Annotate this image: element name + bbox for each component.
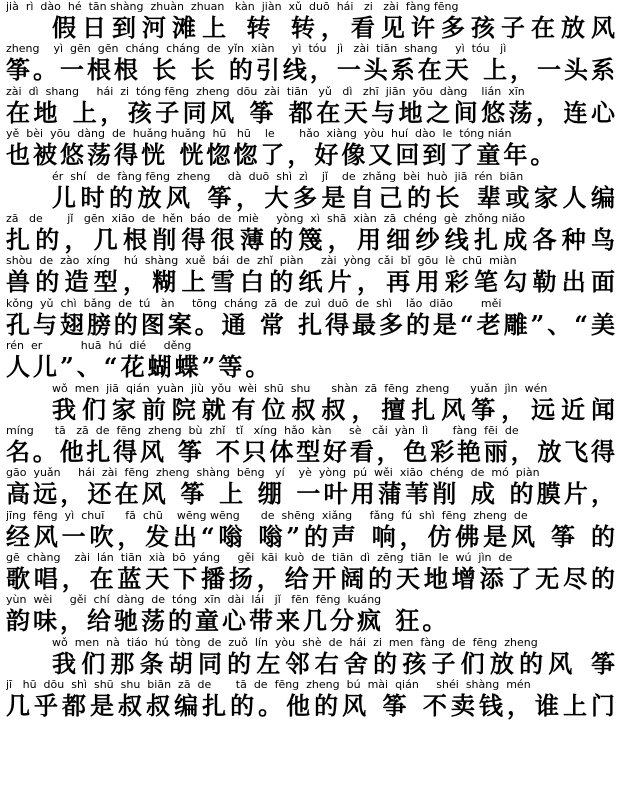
pinyin-line: zài dì shang hái zi tóng fēng zheng dōu zài tiān yǔ dì zhī jiān yōu dàng lián xīn	[6, 84, 525, 98]
pinyin-line: jià rì dào hé tān shàng zhuàn zhuan kàn jiàn xǔ duō hái zi zài fàng fēng	[6, 0, 459, 13]
text-line-1	[6, 0, 615, 42]
text-line-15	[6, 593, 615, 635]
text-line-14	[6, 551, 615, 593]
hanzi-line: 几乎都是叔叔编扎的。他的风 筝 不卖钱，谁上门	[6, 691, 615, 721]
text-line-6	[6, 212, 615, 254]
pinyin-line: zā de jǐ gēn xiāo de hěn báo de miè yòng xì shā xiàn zā chéng gè zhǒng niǎo	[6, 211, 526, 225]
text-line-16	[6, 636, 615, 678]
hanzi-line: 假日到河滩上 转 转，看见许多孩子在放风	[52, 13, 615, 42]
hanzi-line: 人儿”、“花蝴蝶”等。	[6, 352, 273, 382]
text-line-17	[6, 678, 615, 720]
hanzi-line: 韵味，给驰荡的童心带来几分疯 狂。	[6, 606, 450, 636]
pinyin-line: ér shí de fàng fēng zheng dà duō shì zì jǐ de zhǎng bèi huò jiā rén biān	[52, 169, 524, 183]
text-line-13	[6, 509, 615, 551]
hanzi-line: 名。他扎得风 筝 不只体型好看，色彩艳丽，放飞得	[6, 436, 615, 466]
pinyin-line: shòu de zào xíng hú shàng xuě bái de zhǐ piàn zài yòng cǎi bǐ gōu lè chū miàn	[6, 254, 517, 268]
pinyin-line: rén er huā hú dié děng	[6, 339, 192, 353]
text-line-11	[6, 424, 615, 466]
pinyin-line: zheng yì gēn gēn cháng cháng de yǐn xiàn yì tóu jì zài tiān shang yì tóu jì	[6, 42, 507, 56]
text-line-12	[6, 466, 615, 508]
hanzi-line: 我们那条胡同的左邻右舍的孩子们放的风 筝	[52, 648, 615, 678]
hanzi-line: 儿时的放风 筝，大多是自己的长 辈或家人编	[52, 182, 615, 212]
hanzi-line: 兽的造型，糊上雪白的纸片，再用彩笔勾勒出面	[6, 267, 615, 297]
pinyin-line: wǒ men nà tiáo hú tòng de zuǒ lín yòu shè de hái zi men fàng de fēng zheng	[52, 635, 538, 649]
pinyin-line: yùn wèi gěi chí dàng de tóng xīn dài lái jǐ fēn fēng kuáng	[6, 593, 382, 607]
pinyin-line: yě bèi yōu dàng de huǎng huǎng hū hū le hǎo xiàng yòu huí dào le tóng nián	[6, 127, 512, 141]
hanzi-line: 在地 上，孩子同风 筝 都在天与地之间悠荡，连心	[6, 97, 615, 127]
hanzi-line: 扎的，几根削得很薄的篾，用细纱线扎成各种鸟	[6, 224, 615, 254]
pinyin-line: gāo yuǎn hái zài fēng zheng shàng bēng yí yè yòng pú wěi xiāo chéng de mó piàn	[6, 466, 540, 480]
hanzi-line: 筝。一根根 长 长 的引线，一头系在天 上，一头系	[6, 55, 615, 85]
text-line-9	[6, 339, 615, 381]
pinyin-line: gē chàng zài lán tiān xià bō yáng gěi kāi kuò de tiān dì zēng tiān le wú jìn de	[6, 551, 513, 565]
text-line-3	[6, 85, 615, 127]
text-line-7	[6, 254, 615, 296]
text-line-2	[6, 42, 615, 84]
hanzi-line: 高远，还在风 筝 上 绷 一叶用蒲苇削 成 的膜片，	[6, 479, 615, 509]
pinyin-line: wǒ men jiā qián yuàn jiù yǒu wèi shū shu shàn zā fēng zheng yuǎn jìn wén	[52, 381, 548, 395]
pinyin-line: jīng fēng yì chuī fā chū wēng wēng de shēng xiǎng fǎng fú shì fēng zheng de	[6, 508, 528, 522]
hanzi-line: 歌唱，在蓝天下播扬，给开阔的天地增添了无尽的	[6, 564, 615, 594]
pinyin-line: jī hū dōu shì shū shu biān zā de tā de fēng zheng bú mài qián shéi shàng mén	[6, 678, 531, 692]
hanzi-line: 孔与翅膀的图案。通 常 扎得最多的是“老雕”、“美	[6, 309, 615, 339]
hanzi-line: 我们家前院就有位叔叔，擅扎风筝，远近闻	[52, 394, 615, 424]
text-line-5	[6, 170, 615, 212]
text-line-8	[6, 297, 615, 339]
pinyin-line: míng tā zā de fēng zheng bù zhǐ tǐ xíng hǎo kàn sè cǎi yàn lì fàng fēi de	[6, 423, 519, 437]
hanzi-line: 经风一吹，发出“嗡 嗡”的声 响，仿佛是风 筝 的	[6, 521, 615, 551]
text-line-10	[6, 382, 615, 424]
hanzi-line: 也被悠荡得恍 恍惚惚了，好像又回到了童年。	[6, 140, 558, 170]
pinyin-line: kǒng yǔ chì bǎng de tú àn tōng cháng zā de zuì duō de shì lǎo diāo měi	[6, 296, 502, 310]
text-line-4	[6, 127, 615, 169]
